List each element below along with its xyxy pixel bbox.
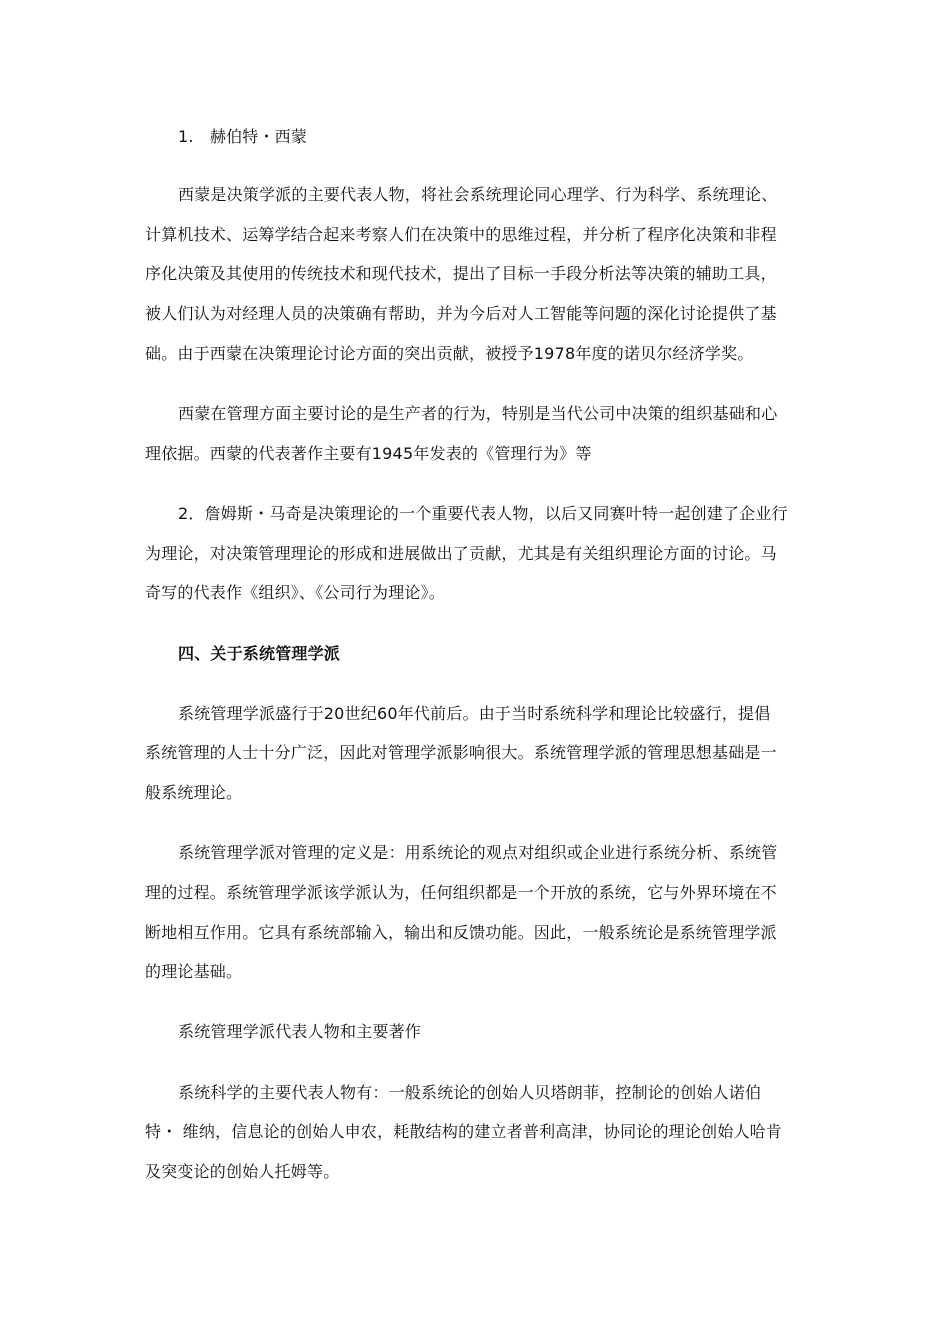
paragraph-line: 西蒙在管理方面主要讨论的是生产者的行为，特别是当代公司中决策的组织基础和心 <box>178 404 778 423</box>
paragraph-line: 系统管理的人士十分广泛，因此对管理学派影响很大。系统管理学派的管理思想基础是一 <box>145 743 777 762</box>
paragraph-line: 为理论，对决策管理理论的形成和进展做出了贡献，尤其是有关组织理论方面的讨论。马 <box>145 544 777 563</box>
subheading: 系统管理学派代表人物和主要著作 <box>178 1022 422 1041</box>
paragraph-line: 被人们认为对经理人员的决策确有帮助，并为今后对人工智能等问题的深化讨论提供了基 <box>145 304 777 323</box>
section-heading: 四、关于系统管理学派 <box>178 644 341 663</box>
paragraph-line: 序化决策及其使用的传统技术和现代技术，提出了目标一手段分析法等决策的辅助工具， <box>145 264 777 283</box>
paragraph-line: 系统科学的主要代表人物有：一般系统论的创始人贝塔朗菲，控制论的创始人诺伯 <box>178 1083 762 1102</box>
paragraph-line: 理的过程。系统管理学派该学派认为，任何组织都是一个开放的系统，它与外界环境在不 <box>145 883 777 902</box>
paragraph-line: 理依据。西蒙的代表著作主要有1945年发表的《管理行为》等 <box>145 444 592 463</box>
paragraph-line: 般系统理论。 <box>145 783 243 802</box>
paragraph-line: 及突变论的创始人托姆等。 <box>145 1162 340 1181</box>
paragraph-line: 特・ 维纳，信息论的创始人申农，耗散结构的建立者普利高津，协同论的理论创始人哈肯 <box>145 1122 783 1141</box>
paragraph-line: 系统管理学派对管理的定义是：用系统论的观点对组织或企业进行系统分析、系统管 <box>178 843 778 862</box>
paragraph-line: 计算机技术、运筹学结合起来考察人们在决策中的思维过程，并分析了程序化决策和非程 <box>145 225 777 244</box>
heading-simon: 1. 赫伯特・西蒙 <box>178 127 308 146</box>
paragraph-line: 西蒙是决策学派的主要代表人物，将社会系统理论同心理学、行为科学、系统理论、 <box>178 185 778 204</box>
paragraph-line: 断地相互作用。它具有系统部输入，输出和反馈功能。因此，一般系统论是系统管理学派 <box>145 923 777 942</box>
paragraph-line: 2．詹姆斯・马奇是决策理论的一个重要代表人物，以后又同赛叶特一起创建了企业行 <box>178 504 788 523</box>
paragraph-line: 的理论基础。 <box>145 962 243 981</box>
paragraph-line: 系统管理学派盛行于20世纪60年代前后。由于当时系统科学和理论比较盛行，提倡 <box>178 704 771 723</box>
paragraph-line: 础。由于西蒙在决策理论讨论方面的突出贡献，被授予1978年度的诺贝尔经济学奖。 <box>145 344 754 363</box>
paragraph-line: 奇写的代表作《组织》、《公司行为理论》。 <box>145 583 446 602</box>
